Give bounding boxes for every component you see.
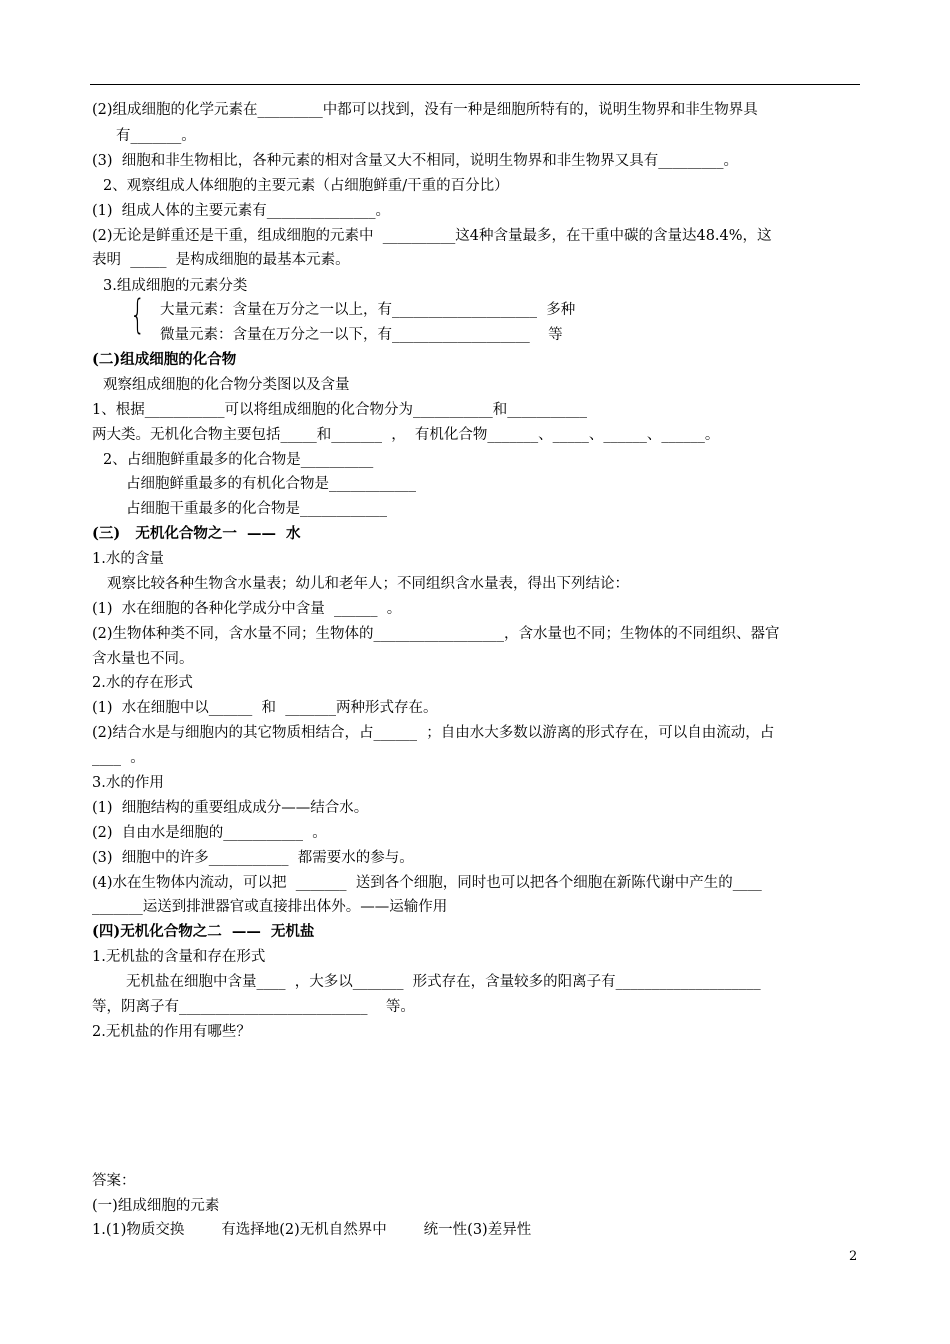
- text-line: 3.水的作用: [92, 775, 164, 791]
- text-line: 占细胞鲜重最多的有机化合物是____________: [126, 476, 416, 492]
- text-line: (1) 水在细胞中以______ 和 _______两种形式存在。: [92, 700, 438, 716]
- brace-icon: {: [130, 292, 146, 338]
- text-line: 表明 _____ 是构成细胞的最基本元素。: [92, 252, 350, 268]
- text-line: (1) 组成人体的主要元素有_______________。: [92, 203, 391, 219]
- text-line: 2.无机盐的作用有哪些？: [92, 1024, 251, 1040]
- header-rule: [90, 84, 860, 85]
- answer-heading: 答案：: [92, 1173, 136, 1189]
- text-line: 2、观察组成人体细胞的主要元素（占细胞鲜重/干重的百分比）: [103, 178, 509, 194]
- text-line: 1.(1)物质交换 有选择地(2)无机自然界中 统一性(3)差异性: [92, 1222, 532, 1238]
- section-heading: (三) 无机化合物之一 —— 水: [92, 525, 301, 542]
- text-line: 等，阴离子有__________________________ 等。: [92, 999, 415, 1015]
- text-line: 1、根据___________可以将组成细胞的化合物分为___________和___________: [92, 402, 587, 418]
- text-line: (4)水在生物体内流动，可以把 _______ 送到各个细胞，同时也可以把各个细胞在新陈代谢中产生的____: [92, 875, 762, 891]
- text-line: (3) 细胞和非生物相比，各种元素的相对含量又大不相同，说明生物界和非生物界又具有_________。: [92, 153, 739, 169]
- text-line: 观察组成细胞的化合物分类图以及含量: [103, 377, 350, 393]
- page-number: 2: [849, 1249, 858, 1264]
- text-line: (2) 自由水是细胞的___________ 。: [92, 825, 327, 841]
- text-line: 3.组成细胞的元素分类: [103, 278, 248, 294]
- text-line: (1) 水在细胞的各种化学成分中含量 ______ 。: [92, 601, 402, 617]
- section-heading: (四)无机化合物之二 —— 无机盐: [92, 923, 315, 940]
- text-line: 含水量也不同。: [92, 651, 194, 667]
- text-line: (一)组成细胞的元素: [92, 1198, 220, 1214]
- text-line: (2)无论是鲜重还是干重，组成细胞的元素中 __________这4种含量最多，在干重中碳的含量达48.4%，这: [92, 228, 772, 244]
- text-line: 观察比较各种生物含水量表；幼儿和老年人；不同组织含水量表，得出下列结论：: [107, 576, 629, 592]
- text-line: ____ 。: [92, 750, 145, 766]
- text-line: 1.无机盐的含量和存在形式: [92, 949, 266, 965]
- text-line: 无机盐在细胞中含量____ ，大多以_______ 形式存在，含量较多的阳离子有____________________: [126, 974, 761, 990]
- text-line: 两大类。无机化合物主要包括_____和_______ ， 有机化合物_______、_____、______、______。: [92, 427, 720, 443]
- text-line: (2)生物体种类不同，含水量不同；生物体的__________________，含水量也不同；生物体的不同组织、器官: [92, 626, 780, 642]
- text-line: (2)组成细胞的化学元素在_________中都可以找到，没有一种是细胞所特有的，说明生物界和非生物界具: [92, 102, 758, 118]
- text-line: 1.水的含量: [92, 551, 164, 567]
- text-line: 微量元素：含量在万分之一以下，有___________________ 等: [160, 327, 563, 343]
- text-line: (1) 细胞结构的重要组成成分——结合水。: [92, 800, 369, 816]
- text-line: 2.水的存在形式: [92, 675, 193, 691]
- section-heading: (二)组成细胞的化合物: [92, 351, 237, 368]
- text-line: _______运送到排泄器官或直接排出体外。——运输作用: [92, 899, 448, 915]
- text-line: (3) 细胞中的许多___________ 都需要水的参与。: [92, 850, 414, 866]
- text-line: 2、占细胞鲜重最多的化合物是__________: [103, 452, 374, 468]
- text-line: 有_______。: [116, 128, 196, 144]
- text-line: (2)结合水是与细胞内的其它物质相结合，占______ ；自由水大多数以游离的形式存在，可以自由流动，占: [92, 725, 775, 741]
- text-line: 大量元素：含量在万分之一以上，有____________________ 多种: [160, 302, 576, 318]
- text-line: 占细胞干重最多的化合物是____________: [126, 501, 387, 517]
